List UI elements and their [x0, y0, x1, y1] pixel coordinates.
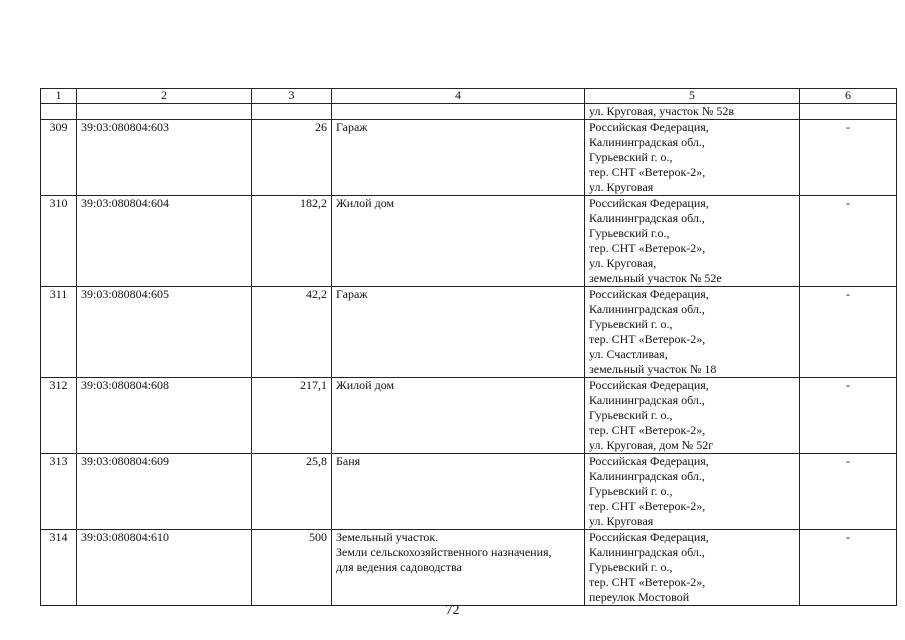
address-line: Гурьевский г. о., [589, 560, 673, 574]
table-row [41, 454, 897, 530]
table-row [41, 378, 897, 454]
address-line: Калининградская обл., [589, 469, 705, 483]
address-line: тер. СНТ «Ветерок-2», [589, 423, 706, 437]
description-line: Гараж [336, 120, 368, 134]
cell-number [41, 104, 77, 120]
address-line: земельный участок № 18 [589, 362, 717, 376]
page-number: 72 [445, 603, 460, 618]
address-line: Калининградская обл., [589, 545, 705, 559]
address-line: ул. Круговая, дом № 52г [589, 438, 714, 452]
description-line: Жилой дом [336, 378, 395, 392]
cell-number: 314 [41, 530, 77, 606]
address-line: земельный участок № 52е [589, 271, 722, 285]
cell-note [800, 104, 897, 120]
address-line: Российская Федерация, [589, 454, 709, 468]
column-header: 4 [332, 89, 585, 104]
cell-description [332, 196, 585, 287]
cell-area: 25,8 [252, 454, 332, 530]
description-line: Земли сельскохозяйственного назначения, [336, 545, 552, 559]
cell-cadastral: 39:03:080804:603 [77, 120, 252, 196]
description-line: Земельный участок. [336, 530, 439, 544]
address-line: ул. Счастливая, [589, 347, 668, 361]
address-line: Российская Федерация, [589, 196, 709, 210]
property-registry-table [40, 88, 897, 606]
cell-area: 26 [252, 120, 332, 196]
cell-cadastral: 39:03:080804:604 [77, 196, 252, 287]
cell-cadastral: 39:03:080804:610 [77, 530, 252, 606]
cell-area: 182,2 [252, 196, 332, 287]
cell-cadastral: 39:03:080804:608 [77, 378, 252, 454]
address-line: Калининградская обл., [589, 135, 705, 149]
cell-address: ул. Круговая, участок № 52в [585, 104, 800, 120]
address-line: тер. СНТ «Ветерок-2», [589, 165, 706, 179]
table-row [41, 120, 897, 196]
column-header: 3 [252, 89, 332, 104]
address-line: Российская Федерация, [589, 287, 709, 301]
description-line: Гараж [336, 287, 368, 301]
cell-description [332, 120, 585, 196]
cell-cadastral: 39:03:080804:605 [77, 287, 252, 378]
address-line: ул. Круговая [589, 514, 654, 528]
address-line: тер. СНТ «Ветерок-2», [589, 332, 706, 346]
cell-number: 312 [41, 378, 77, 454]
address-line: ул. Круговая [589, 180, 654, 194]
cell-cadastral [77, 104, 252, 120]
cell-number: 310 [41, 196, 77, 287]
address-line: Калининградская обл., [589, 302, 705, 316]
column-header: 6 [800, 89, 897, 104]
address-line: Российская Федерация, [589, 530, 709, 544]
continuation-row [41, 104, 897, 120]
cell-address [585, 530, 800, 606]
cell-description [332, 530, 585, 606]
address-line: Гурьевский г.о., [589, 226, 670, 240]
table-row [41, 196, 897, 287]
cell-address [585, 196, 800, 287]
cell-description [332, 378, 585, 454]
cell-number: 313 [41, 454, 77, 530]
address-line: Российская Федерация, [589, 120, 709, 134]
address-line: тер. СНТ «Ветерок-2», [589, 499, 706, 513]
cell-description [332, 287, 585, 378]
cell-number: 311 [41, 287, 77, 378]
column-header: 2 [77, 89, 252, 104]
cell-address [585, 454, 800, 530]
address-line: Калининградская обл., [589, 393, 705, 407]
address-line: Российская Федерация, [589, 378, 709, 392]
cell-note: - [800, 378, 897, 454]
table-row [41, 287, 897, 378]
table-row [41, 530, 897, 606]
cell-note: - [800, 287, 897, 378]
cell-description [332, 104, 585, 120]
cell-area: 500 [252, 530, 332, 606]
cell-cadastral: 39:03:080804:609 [77, 454, 252, 530]
address-line: Калининградская обл., [589, 211, 705, 225]
column-header: 1 [41, 89, 77, 104]
address-line: ул. Круговая, [589, 256, 657, 270]
cell-note: - [800, 120, 897, 196]
cell-note: - [800, 530, 897, 606]
cell-address [585, 120, 800, 196]
column-header: 5 [585, 89, 800, 104]
address-line: Гурьевский г. о., [589, 317, 673, 331]
address-line: тер. СНТ «Ветерок-2», [589, 575, 706, 589]
description-line: Жилой дом [336, 196, 395, 210]
cell-number: 309 [41, 120, 77, 196]
description-line: для ведения садоводства [336, 560, 462, 574]
address-line: Гурьевский г. о., [589, 484, 673, 498]
cell-area: 217,1 [252, 378, 332, 454]
cell-area: 42,2 [252, 287, 332, 378]
cell-area [252, 104, 332, 120]
cell-note: - [800, 196, 897, 287]
cell-address [585, 287, 800, 378]
address-line: тер. СНТ «Ветерок-2», [589, 241, 706, 255]
address-line: переулок Мостовой [589, 590, 690, 604]
address-line: Гурьевский г. о., [589, 408, 673, 422]
cell-description [332, 454, 585, 530]
address-line: Гурьевский г. о., [589, 150, 673, 164]
cell-note: - [800, 454, 897, 530]
cell-address [585, 378, 800, 454]
column-number-header-row [41, 89, 897, 104]
description-line: Баня [336, 454, 361, 468]
